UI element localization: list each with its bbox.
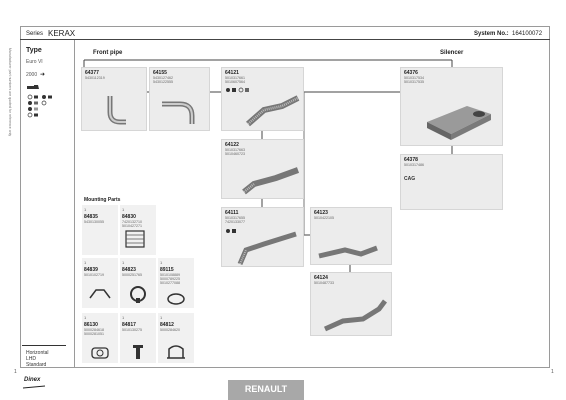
mount-reference: 5010130275: [122, 328, 142, 332]
part-reference: 5010317663 5010460723: [225, 148, 245, 157]
part-reference: 5010487733: [314, 281, 334, 285]
hanger-clamp-icon: [166, 343, 186, 361]
part-card-64376[interactable]: [400, 67, 503, 146]
mount-card-89115[interactable]: [158, 258, 194, 308]
series-value: KERAX: [48, 29, 76, 38]
part-card-64111[interactable]: [221, 207, 304, 267]
mount-qty: 1: [84, 260, 87, 265]
mount-reference: 5000284618 5000281051: [84, 328, 104, 337]
system-value: 164100072: [512, 31, 543, 37]
mount-number: 84835: [84, 214, 98, 220]
year-value: 2000: [26, 72, 38, 78]
part-reference: 5010317486: [404, 163, 424, 167]
mount-number: 89115: [160, 267, 174, 273]
silencer-drawing-icon: [421, 100, 499, 142]
flex-pipe-drawing-icon: [244, 94, 302, 128]
part-card-64124[interactable]: [310, 272, 392, 336]
part-card-64155[interactable]: [149, 67, 210, 131]
mount-reference: 5000251765: [122, 273, 142, 277]
spec-symbols-icon: [225, 87, 255, 93]
part-number: 64111: [225, 210, 239, 216]
mount-qty: 1: [122, 315, 125, 320]
arrow-icon: ➜: [40, 72, 46, 78]
mount-card-84839[interactable]: [82, 258, 118, 308]
gasket-icon: [166, 292, 186, 306]
dinex-logo: Dinex: [24, 377, 41, 383]
tail-pipe-drawing-icon: [234, 230, 300, 268]
mount-qty: 1: [160, 315, 163, 320]
logo-swoosh-icon: [22, 385, 46, 389]
mount-qty: 1: [122, 260, 125, 265]
part-card-64121[interactable]: [221, 67, 304, 131]
mount-reference: 5430130055: [84, 220, 104, 224]
mount-qty: 1: [160, 260, 163, 265]
part-number: 64378: [404, 157, 418, 163]
section-silencer: Silencer: [440, 50, 464, 56]
type-value: Euro VI: [26, 59, 43, 65]
mount-number: 84830: [122, 214, 136, 220]
mount-card-84830[interactable]: [120, 205, 156, 255]
vehicle-drive: LHD: [26, 356, 37, 362]
part-number: 64123: [314, 210, 328, 216]
part-card-64123[interactable]: [310, 207, 392, 265]
mount-reference: 5010108889 5000789225 5010277088: [160, 273, 180, 286]
part-reference: 5010317655 7420133077: [225, 216, 245, 225]
part-number: 64124: [314, 275, 328, 281]
type-label: Type: [26, 47, 42, 54]
system-label: System No.:: [474, 31, 509, 37]
clamp-bracket-icon: [124, 229, 146, 249]
brand-name: RENAULT: [244, 384, 288, 394]
flange-gasket-icon: [90, 345, 110, 361]
side-note: Manufacturer part numbers are quoted for reference only: [8, 48, 12, 137]
page-number-left: 1: [14, 369, 17, 375]
mount-reference: 5010102719: [84, 273, 104, 277]
vehicle-orientation: Horizontal: [26, 350, 49, 356]
part-number: 64155: [153, 70, 167, 76]
outlet-pipe-drawing-icon: [315, 238, 391, 264]
mounting-bracket-icon: [88, 286, 112, 302]
mount-number: 84812: [160, 322, 174, 328]
mount-qty: 1: [122, 207, 125, 212]
cag-label: CAG: [404, 176, 416, 182]
clamp-ring-icon: [128, 284, 148, 304]
mount-qty: 1: [84, 315, 87, 320]
part-card-64377[interactable]: [81, 67, 147, 131]
part-reference: 5010317534 5010317535: [404, 76, 424, 85]
part-number: 64122: [225, 142, 239, 148]
series-label: Series: [26, 31, 44, 37]
part-number: 64377: [85, 70, 99, 76]
part-number: 64376: [404, 70, 418, 76]
page-number-right: 1: [551, 369, 554, 375]
part-number: 64121: [225, 70, 239, 76]
part-reference: 5010422105: [314, 216, 334, 220]
mount-number: 84817: [122, 322, 136, 328]
mount-card-86130[interactable]: [82, 313, 118, 363]
mount-reference: 7420132710 5010427271: [122, 220, 142, 229]
part-reference: 5430112319: [85, 76, 105, 80]
mount-number: 86130: [84, 322, 98, 328]
mount-number: 84839: [84, 267, 98, 273]
front-pipe-drawing-icon: [102, 94, 132, 128]
bend-pipe-drawing-icon: [158, 96, 204, 126]
part-card-64122[interactable]: [221, 139, 304, 199]
mount-card-84812[interactable]: [158, 313, 194, 363]
section-mounting-parts: Mounting Parts: [84, 197, 121, 203]
mount-number: 84823: [122, 267, 136, 273]
intermediate-pipe-drawing-icon: [240, 164, 302, 198]
section-front-pipe: Front pipe: [93, 50, 123, 56]
exit-pipe-drawing-icon: [319, 297, 389, 335]
mount-card-84817[interactable]: [120, 313, 156, 363]
bolt-icon: [130, 343, 146, 361]
mount-card-84823[interactable]: [120, 258, 156, 308]
part-card-64378[interactable]: [400, 154, 503, 210]
part-reference: 5010317661 5010607564: [225, 76, 245, 85]
part-reference: 5430127462 5430122555: [153, 76, 173, 85]
mount-card-84835[interactable]: [82, 205, 118, 255]
mount-reference: 5000284620: [160, 328, 180, 332]
mount-qty: 1: [84, 207, 87, 212]
vehicle-variant: Standard: [26, 362, 47, 368]
